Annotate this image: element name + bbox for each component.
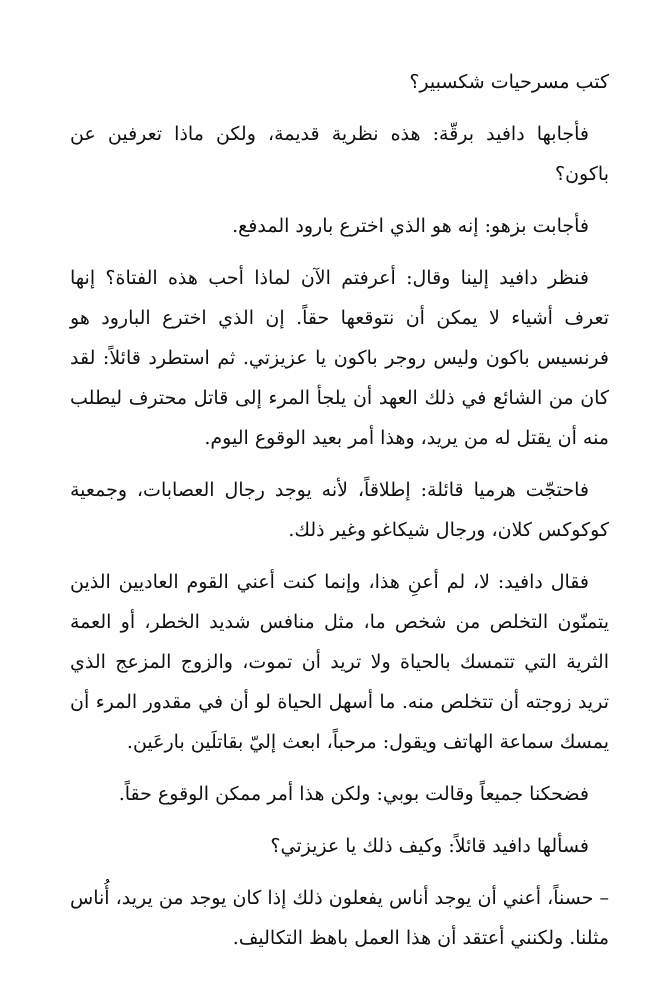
page-text — [70, 62, 609, 970]
paragraph-7: فضحكنا جميعاً وقالت بوبي: ولكن هذا أمر ممكن الوقوع حقاً. — [118, 783, 589, 805]
paragraph-1: كتب مسرحيات شكسبير؟ — [409, 71, 609, 93]
paragraph-4: فنظر دافيد إلينا وقال: أعرفتم الآن لماذا أحب هذه الفتاة؟ إنها تعرف أشياء لا يمكن أن نتوقعها حقاً. إن الذي اخترع البارود هو فرنسيس باكون وليس روجر باكون يا عزيزتي. ثم استطرد قائلاً: لقد كان من الشائع في ذلك العهد أن يلجأ المرء إلى قاتل محترف ليطلب منه أن يقتل له من يريد، وهذا أمر بعيد الوقوع اليوم. — [70, 267, 609, 449]
paragraph-2: فأجابها دافيد برقّة: هذه نظرية قديمة، ولكن ماذا تعرفين عن باكون؟ — [70, 123, 609, 185]
paragraph-3: فأجابت بزهو: إنه هو الذي اخترع بارود المدفع. — [232, 215, 589, 237]
paragraph-5: فاحتجّت هرميا قائلة: إطلاقاً، لأنه يوجد رجال العصابات، وجمعية كوكوكس كلان، ورجال شيكاغو وغير ذلك. — [70, 479, 609, 541]
paragraph-6: فقال دافيد: لا، لم أعنِ هذا، وإنما كنت أعني القوم العاديين الذين يتمنّون التخلص من شخص ما، مثل منافس شديد الخطر، أو العمة الثرية التي تتمسك بالحياة ولا تريد أن تموت، والزوج المزعج الذي تريد زوجته أن تتخلص منه. ما أسهل الحياة لو أن في مقدور المرء أن يمسك سماعة الهاتف ويقول: مرحباً، ابعث إليّ بقاتلَين بارعَين. — [70, 571, 609, 753]
paragraph-9: – حسناً، أعني أن يوجد أناس يفعلون ذلك إذا كان يوجد من يريد، أُناس مثلنا. ولكنني أعتقد أن هذا العمل باهظ التكاليف. — [70, 887, 609, 949]
paragraph-8: فسألها دافيد قائلاً: وكيف ذلك يا عزيزتي؟ — [270, 835, 589, 857]
